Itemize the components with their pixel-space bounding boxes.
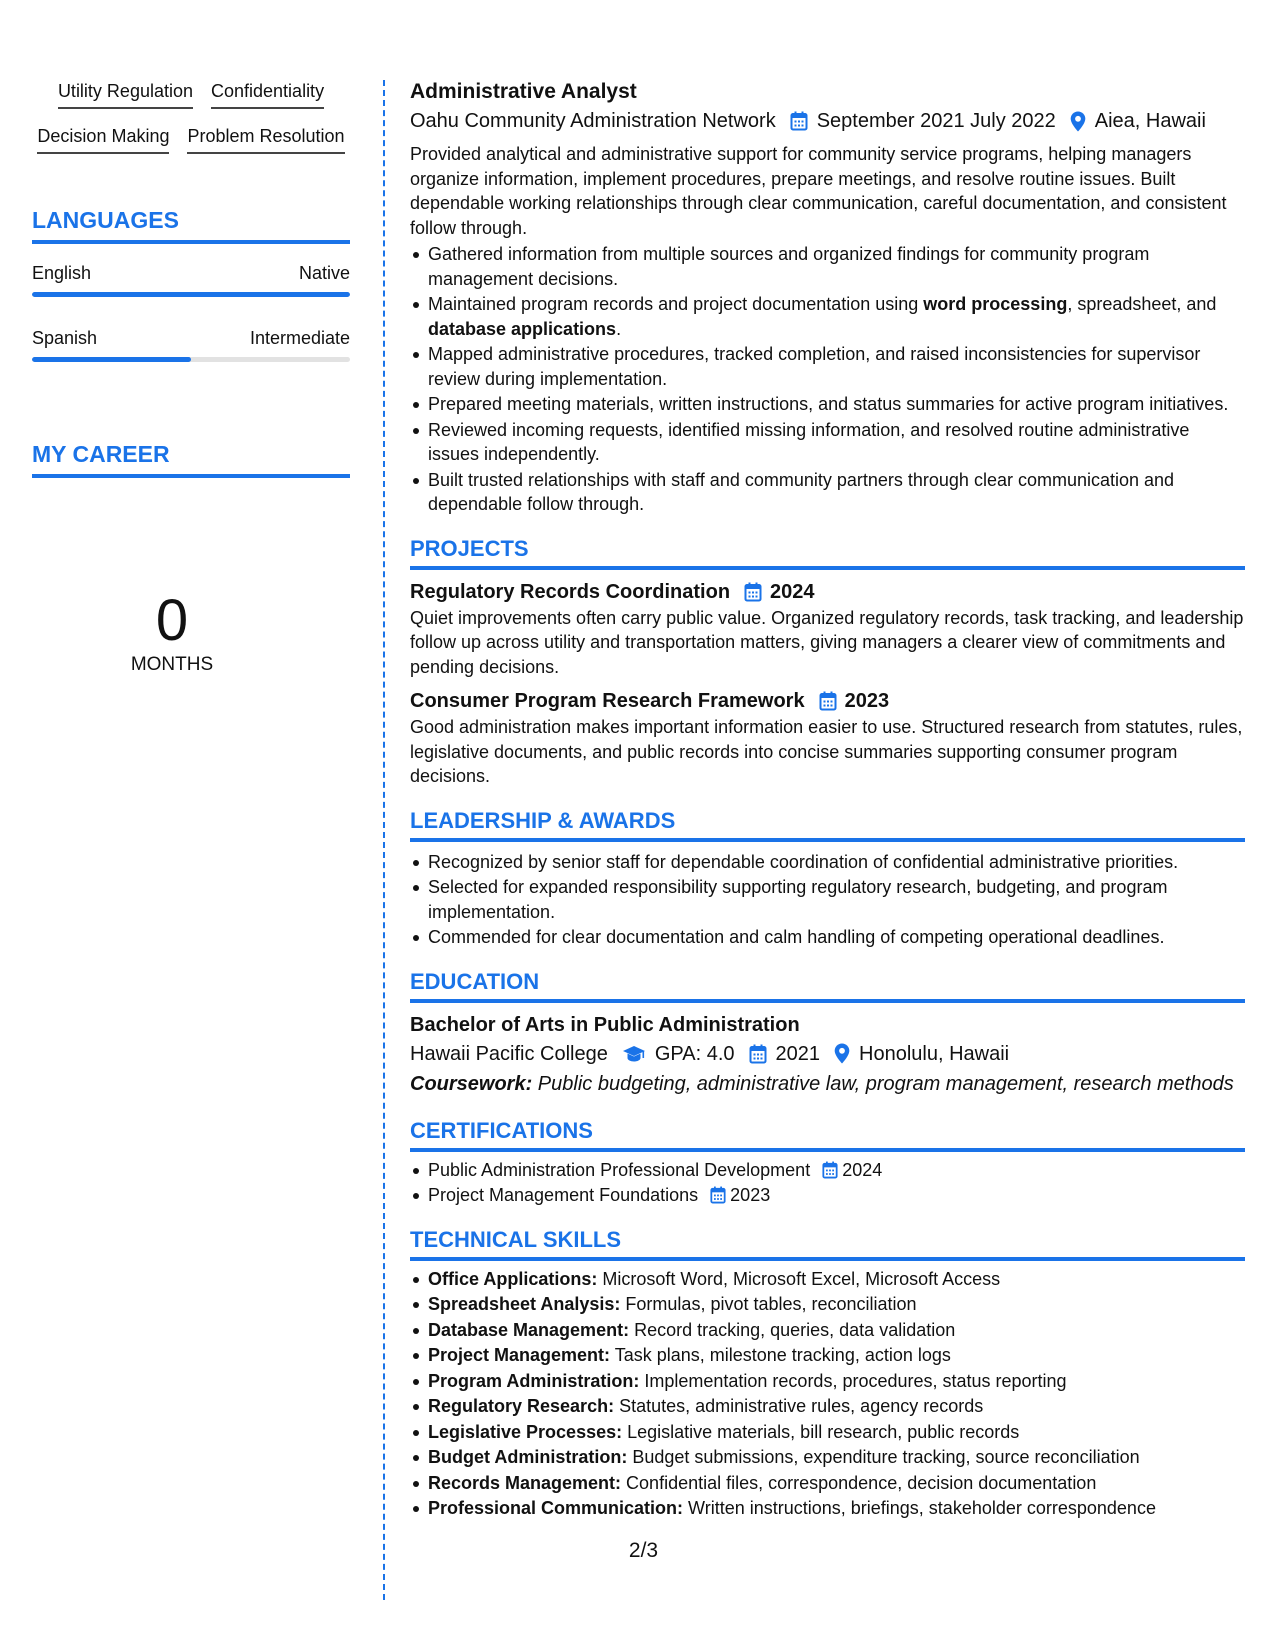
skill-tag: Confidentiality <box>211 80 324 109</box>
project-title: Consumer Program Research Framework <box>410 690 805 712</box>
language-bar-fill <box>32 292 350 297</box>
language-name: English <box>32 263 92 283</box>
list-item <box>410 1158 1245 1183</box>
certification-name: Project Management Foundations <box>428 1185 699 1205</box>
language-level: Intermediate <box>249 328 350 348</box>
list-item: Reviewed incoming requests, identified missing information, and resolved routine administrative issues independently. <box>410 418 1245 467</box>
graduation-year: 2021 <box>775 1042 821 1065</box>
calendar-icon <box>749 1044 767 1064</box>
main-content <box>410 78 1245 1521</box>
calendar-icon <box>822 1161 838 1179</box>
coursework: Coursework: Public budgeting, administrative law, program management, research methods <box>410 1072 1234 1095</box>
list-item: Legislative Processes: Legislative materials, bill research, public records <box>410 1420 1245 1445</box>
list-item: Professional Communication: Written instructions, briefings, stakeholder correspondence <box>410 1496 1245 1521</box>
calendar-icon <box>790 111 808 131</box>
school-location: Honolulu, Hawaii <box>859 1042 1010 1065</box>
languages-heading: LANGUAGES <box>32 206 350 244</box>
certifications-list <box>410 1158 1245 1208</box>
list-item: Office Applications: Microsoft Word, Microsoft Excel, Microsoft Access <box>410 1267 1245 1292</box>
list-item: Recognized by senior staff for dependable coordination of confidential administrative priorities. <box>410 850 1245 875</box>
list-item: Records Management: Confidential files, correspondence, decision documentation <box>410 1471 1245 1496</box>
career-heading: MY CAREER <box>32 440 350 478</box>
list-item: Regulatory Research: Statutes, administrative rules, agency records <box>410 1394 1245 1419</box>
project-year: 2024 <box>770 580 815 603</box>
career-value: 0 <box>155 588 189 653</box>
graduation-cap-icon <box>622 1045 646 1063</box>
education-entry <box>410 1011 1245 1099</box>
job-dates: September 2021 July 2022 <box>816 110 1056 132</box>
project-entry <box>410 687 1245 789</box>
sidebar <box>32 80 350 676</box>
job-summary: Provided analytical and administrative support for community service programs, helping managers organize information, implement procedures, prepare meetings, and resolve routine issues. Built dependable working relationships through clear communication, careful documentation, and consistent follow through. <box>410 144 1227 238</box>
skills-list <box>410 1267 1245 1521</box>
job-bullets <box>410 242 1245 517</box>
school-name: Hawaii Pacific College <box>410 1042 608 1065</box>
project-entry <box>410 578 1245 680</box>
certification-name: Public Administration Professional Development <box>428 1159 811 1180</box>
language-item <box>32 262 350 297</box>
certification-year: 2024 <box>842 1159 883 1180</box>
degree-title: Bachelor of Arts in Public Administration <box>410 1013 800 1036</box>
project-description: Good administration makes important information easier to use. Structured research from statutes, rules, legislative documents, and public records into concise summaries supporting consumer program decisions. <box>410 717 1243 786</box>
skills-heading: TECHNICAL SKILLS <box>410 1226 1245 1261</box>
list-item: Mapped administrative procedures, tracked completion, and raised inconsistencies for supervisor review during implementation. <box>410 342 1245 391</box>
calendar-icon <box>744 582 762 602</box>
list-item: Maintained program records and project documentation using word processing, spreadsheet, and database applications. <box>410 292 1245 341</box>
list-item <box>410 1183 1245 1208</box>
project-title: Regulatory Records Coordination <box>410 580 731 603</box>
list-item: Database Management: Record tracking, queries, data validation <box>410 1318 1245 1343</box>
skill-tag: Utility Regulation <box>58 80 193 109</box>
list-item: Project Management: Task plans, milestone tracking, action logs <box>410 1343 1245 1368</box>
calendar-icon <box>710 1186 726 1204</box>
list-item: Built trusted relationships with staff and community partners through clear communication and dependable follow through. <box>410 468 1245 517</box>
list-item: Selected for expanded responsibility supporting regulatory research, budgeting, and program implementation. <box>410 875 1245 924</box>
language-bar <box>32 357 350 362</box>
gpa: GPA: 4.0 <box>654 1042 735 1065</box>
certification-year: 2023 <box>730 1185 771 1205</box>
skill-tag: Problem Resolution <box>187 125 344 154</box>
awards-list <box>410 850 1245 950</box>
language-name: Spanish <box>32 328 98 348</box>
skill-tags <box>32 80 350 154</box>
language-bar <box>32 292 350 297</box>
language-level: Native <box>298 263 350 283</box>
education-heading: EDUCATION <box>410 968 1245 1003</box>
list-item: Gathered information from multiple sources and organized findings for community program management decisions. <box>410 242 1245 291</box>
job-title: Administrative Analyst <box>410 80 637 103</box>
awards-heading: LEADERSHIP & AWARDS <box>410 807 1245 842</box>
project-year: 2023 <box>844 690 890 712</box>
company-name: Oahu Community Administration Network <box>410 110 776 132</box>
career-unit: MONTHS <box>130 654 214 675</box>
job-meta <box>410 106 1245 136</box>
education-meta <box>410 1039 1245 1069</box>
skill-tag: Decision Making <box>37 125 169 154</box>
column-divider <box>383 80 385 1600</box>
list-item: Commended for clear documentation and calm handling of competing operational deadlines. <box>410 925 1245 950</box>
career-section <box>32 440 350 676</box>
projects-heading: PROJECTS <box>410 535 1245 570</box>
map-pin-icon <box>1070 111 1086 132</box>
language-item <box>32 327 350 362</box>
calendar-icon <box>819 691 837 711</box>
list-item: Budget Administration: Budget submissions, expenditure tracking, source reconciliation <box>410 1445 1245 1470</box>
language-bar-fill <box>32 357 191 362</box>
map-pin-icon <box>834 1043 850 1064</box>
languages-section <box>32 206 350 362</box>
project-description: Quiet improvements often carry public value. Organized regulatory records, task tracking, and leadership follow up across utility and transportation matters, giving managers a clearer view of commitments and pending decisions. <box>410 607 1244 677</box>
certifications-heading: CERTIFICATIONS <box>410 1117 1245 1152</box>
list-item: Prepared meeting materials, written instructions, and status summaries for active program initiatives. <box>410 392 1245 417</box>
experience-entry <box>410 78 1245 517</box>
job-location: Aiea, Hawaii <box>1094 110 1206 132</box>
list-item: Spreadsheet Analysis: Formulas, pivot tables, reconciliation <box>410 1292 1245 1317</box>
page-number: 2/3 <box>628 1539 659 1562</box>
list-item: Program Administration: Implementation records, procedures, status reporting <box>410 1369 1245 1394</box>
